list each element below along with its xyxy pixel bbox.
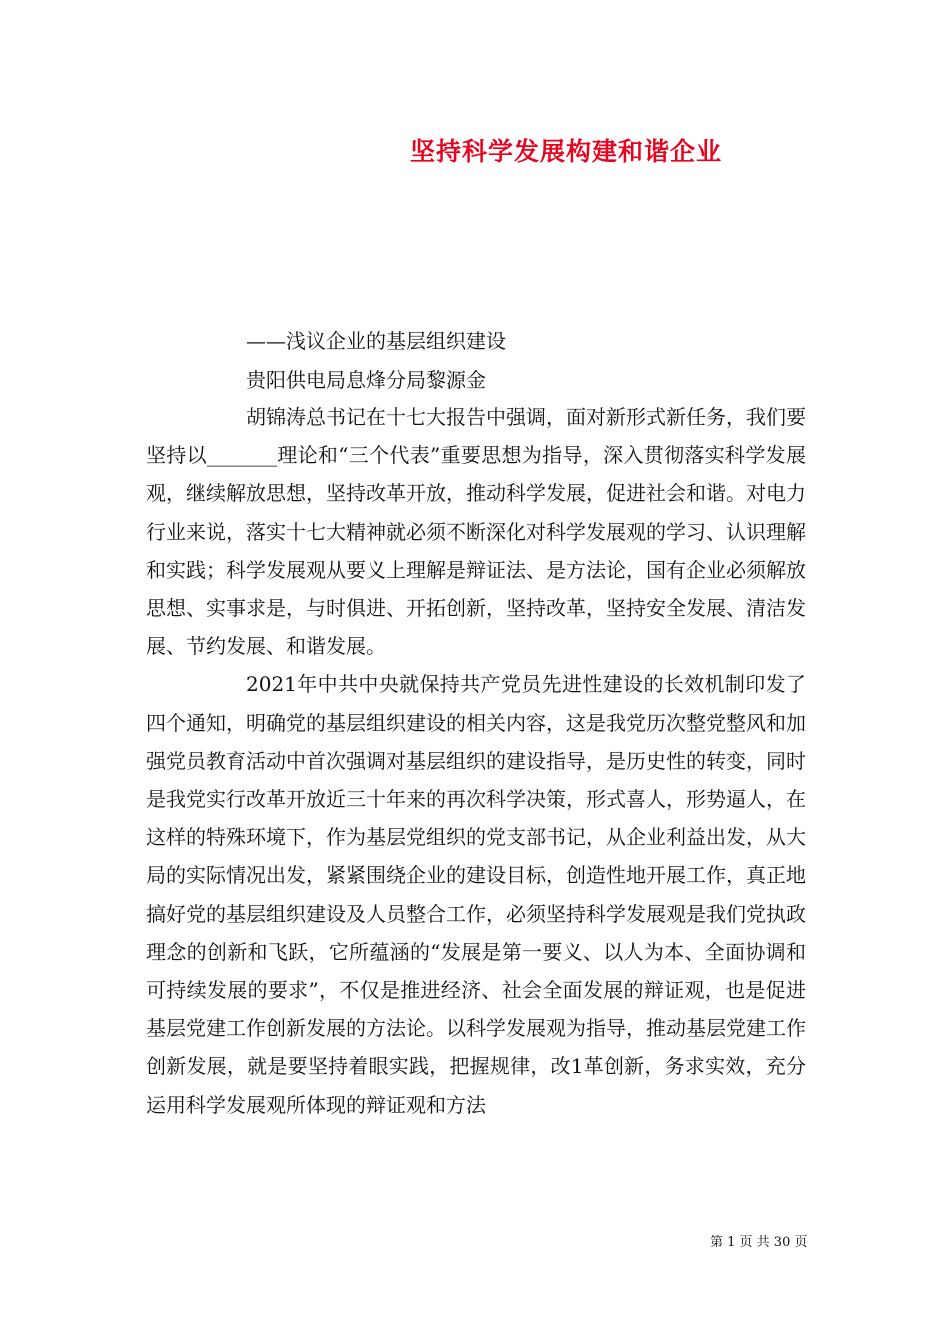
document-subtitle: ——浅议企业的基层组织建设 [246,329,506,353]
author-line: 贵阳供电局息烽分局黎源金 [246,368,486,392]
document-title: 坚持科学发展构建和谐企业 [410,137,723,166]
body-text [146,398,806,1124]
paragraph-1: 胡锦涛总书记在十七大报告中强调，面对新形式新任务，我们要坚持以_______理论和“三个代表”重要思想为指导，深入贯彻落实科学发展观，继续解放思想，坚持改革开放，推动科学发展，促进社会和谐。对电力行业来说，落实十七大精神就必须不断深化对科学发展观的学习、认识理解和实践；科学发展观从要义上理解是辩证法、是方法论，国有企业必须解放思想、实事求是，与时俱进、开拓创新，坚持改革，坚持安全发展、清洁发展、节约发展、和谐发展。 [146,405,806,659]
paragraph-2: 2021年中共中央就保持共产党员先进性建设的长效机制印发了四个通知，明确党的基层组织建设的相关内容，这是我党历次整党整风和加强党员教育活动中首次强调对基层组织的建设指导，是历史性的转变，同时是我党实行改革开放近三十年来的再次科学决策，形式喜人，形势逼人，在这样的特殊环境下，作为基层党组织的党支部书记，从企业利益出发，从大局的实际情况出发，紧紧围绕企业的建设目标，创造性地开展工作，真正地搞好党的基层组织建设及人员整合工作，必须坚持科学发展观是我们党执政理念的创新和飞跃，它所蕴涵的“发展是第一要义、以人为本、全面协调和可持续发展的要求”，不仅是推进经济、社会全面发展的辩证观，也是促进基层党建工作创新发展的方法论。以科学发展观为指导，推动基层党建工作创新发展，就是要坚持着眼实践，把握规律，改1革创新，务求实效，充分运用科学发展观所体现的辩证观和方法 [146,672,806,1117]
page-footer: 第 1 页 共 30 页 [710,1235,808,1250]
